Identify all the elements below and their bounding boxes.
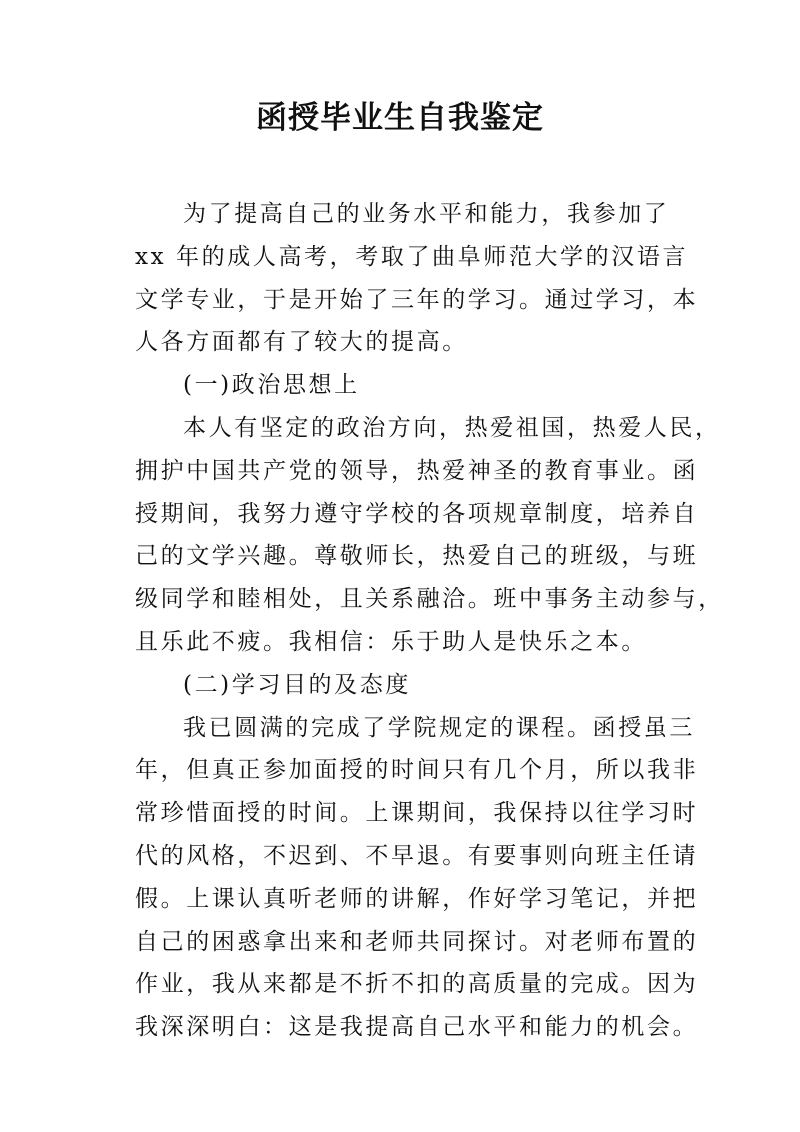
text-line: 我深深明白：这是我提高自己水平和能力的机会。 bbox=[135, 1014, 699, 1041]
text-line: 假。上课认真听老师的讲解，作好学习笔记，并把 bbox=[135, 885, 699, 912]
text-line: 自己的困惑拿出来和老师共同探讨。对老师布置的 bbox=[135, 928, 699, 955]
text-line: 我已圆满的完成了学院规定的课程。函授虽三 bbox=[183, 714, 695, 741]
text-line: 年，但真正参加面授的时间只有几个月，所以我非 bbox=[135, 757, 699, 784]
text-line: (二)学习目的及态度 bbox=[183, 671, 411, 698]
text-line: 代的风格，不迟到、不早退。有要事则向班主任请 bbox=[135, 842, 699, 869]
text-line: 人各方面都有了较大的提高。 bbox=[135, 329, 468, 356]
text-line: 己的文学兴趣。尊敬师长，热爱自己的班级，与班 bbox=[135, 543, 699, 570]
text-line: 本人有坚定的政治方向，热爱祖国，热爱人民， bbox=[183, 414, 721, 441]
text-line: 授期间，我努力遵守学校的各项规章制度，培养自 bbox=[135, 500, 699, 527]
document-title: 函授毕业生自我鉴定 bbox=[256, 100, 544, 136]
text-line: 级同学和睦相处，且关系融洽。班中事务主动参与， bbox=[135, 586, 724, 613]
text-line: 文学专业，于是开始了三年的学习。通过学习，本 bbox=[135, 286, 699, 313]
text-line: 常珍惜面授的时间。上课期间，我保持以往学习时 bbox=[135, 800, 699, 827]
text-line: xx 年的成人高考，考取了曲阜师范大学的汉语言 bbox=[135, 243, 689, 270]
text-line: (一)政治思想上 bbox=[183, 372, 360, 399]
text-line: 作业，我从来都是不折不扣的高质量的完成。因为 bbox=[135, 971, 699, 998]
text-line: 且乐此不疲。我相信：乐于助人是快乐之本。 bbox=[135, 628, 647, 655]
text-line: 为了提高自己的业务水平和能力，我参加了 bbox=[183, 201, 670, 227]
document-body bbox=[135, 193, 724, 1049]
text-line: 拥护中国共产党的领导，热爱神圣的教育事业。函 bbox=[135, 457, 699, 484]
